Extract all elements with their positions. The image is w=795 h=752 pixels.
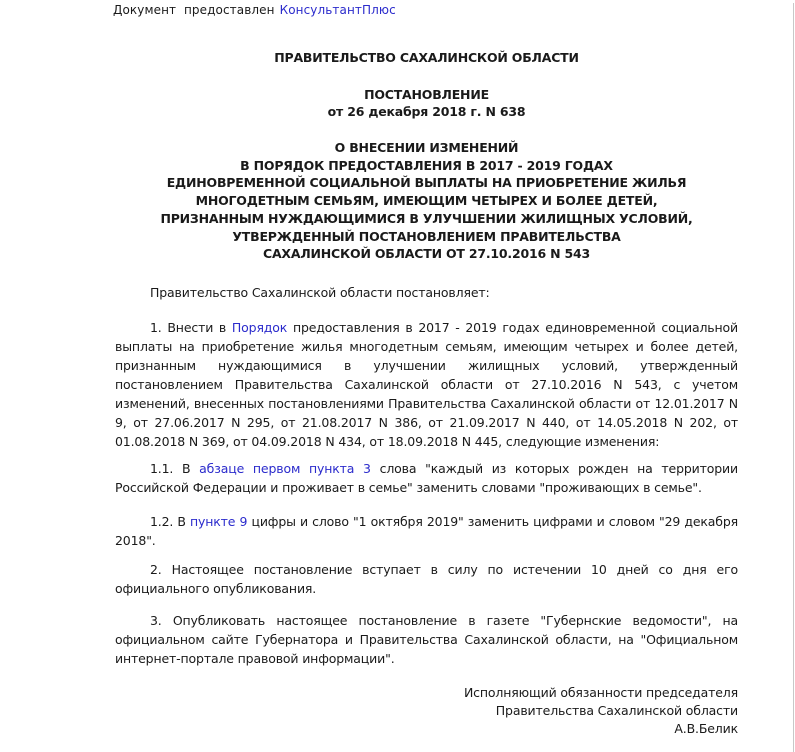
paragraph-2: 2. Настоящее постановление вступает в силу по истечении 10 дней со дня его официального опубликования. <box>115 562 738 596</box>
paragraph-1-lead: 1. Внести в <box>150 320 232 335</box>
paragraph-1 <box>115 318 738 451</box>
paragraph-1-2-text: цифры и слово "1 октября 2019" заменить цифрами и словом "29 декабря 2018". <box>115 514 739 548</box>
title-line: ПРИЗНАННЫМ НУЖДАЮЩИМИСЯ В УЛУЧШЕНИИ ЖИЛИЩНЫХ УСЛОВИЙ, <box>160 210 693 226</box>
page-edge-divider <box>793 3 794 752</box>
document-date-number: от 26 декабря 2018 г. N 638 <box>327 104 526 119</box>
issuing-authority: ПРАВИТЕЛЬСТВО САХАЛИНСКОЙ ОБЛАСТИ <box>274 50 579 65</box>
title-line: САХАЛИНСКОЙ ОБЛАСТИ ОТ 27.10.2016 N 543 <box>262 246 591 262</box>
paragraph-1-1-lead: 1.1. В <box>150 461 200 476</box>
paragraph-1-text: предоставления в 2017 - 2019 годах единовременной социальной выплаты на приобретение жилья многодетным семьям, имеющим четырех и более детей, признанным нуждающимися в улучшении жилищных условий, утвержденный постановлением Правительства Сахалинской области от 27.10.2016 N 543, с учетом изменений, внесенных постановлениями Правительства Сахалинской области от 12.01.2017 N 9, от 27.06.2017 N 295, от 21.08.2017 N 386, от 21.09.2017 N 440, от 14.05.2018 N 202, от 01.08.2018 N 369, от 04.09.2018 N 434, от 18.09.2018 N 445, следующие изменения: <box>115 320 739 449</box>
paragraph-3: 3. Опубликовать настоящее постановление в газете "Губернские ведомости", на официальном сайте Губернатора и Правительства Сахалинской области, на "Официальном интернет-портале правовой информации". <box>115 613 738 666</box>
title-line: ЕДИНОВРЕМЕННОЙ СОЦИАЛЬНОЙ ВЫПЛАТЫ НА ПРИОБРЕТЕНИЕ ЖИЛЬЯ <box>166 175 687 191</box>
consultant-plus-link[interactable]: КонсультантПлюс <box>279 3 396 17</box>
paragraph-1-2 <box>115 512 738 550</box>
paragraph-1-1-text: слова "каждый из которых рожден на территории Российской Федерации и проживает в семье" заменить словами "проживающих в семье". <box>115 461 738 495</box>
signatory-organization: Правительства Сахалинской области <box>495 703 738 718</box>
title-line: О ВНЕСЕНИИ ИЗМЕНЕНИЙ <box>334 140 519 155</box>
paragraph-1-1 <box>115 459 738 497</box>
link-point-9[interactable]: пункте 9 <box>189 514 248 529</box>
provider-banner <box>113 3 396 17</box>
link-poryadok[interactable]: Порядок <box>231 320 288 335</box>
provider-prefix: Документ предоставлен <box>113 3 275 17</box>
preamble: Правительство Сахалинской области постановляет: <box>150 285 490 300</box>
title-line: МНОГОДЕТНЫМ СЕМЬЯМ, ИМЕЮЩИМ ЧЕТЫРЕХ И БОЛЕЕ ДЕТЕЙ, <box>195 193 658 209</box>
title-line: УТВЕРЖДЕННЫЙ ПОСТАНОВЛЕНИЕМ ПРАВИТЕЛЬСТВА <box>232 228 621 244</box>
document-title <box>115 139 738 263</box>
paragraph-1-2-lead: 1.2. В <box>150 514 190 529</box>
title-line: В ПОРЯДОК ПРЕДОСТАВЛЕНИЯ В 2017 - 2019 ГОДАХ <box>240 157 613 173</box>
link-paragraph-3[interactable]: абзаце первом пункта 3 <box>199 461 371 476</box>
signature-block <box>464 684 738 738</box>
signatory-position: Исполняющий обязанности председателя <box>463 685 738 700</box>
document-type: ПОСТАНОВЛЕНИЕ <box>364 87 489 102</box>
signatory-name: А.В.Белик <box>674 721 738 736</box>
